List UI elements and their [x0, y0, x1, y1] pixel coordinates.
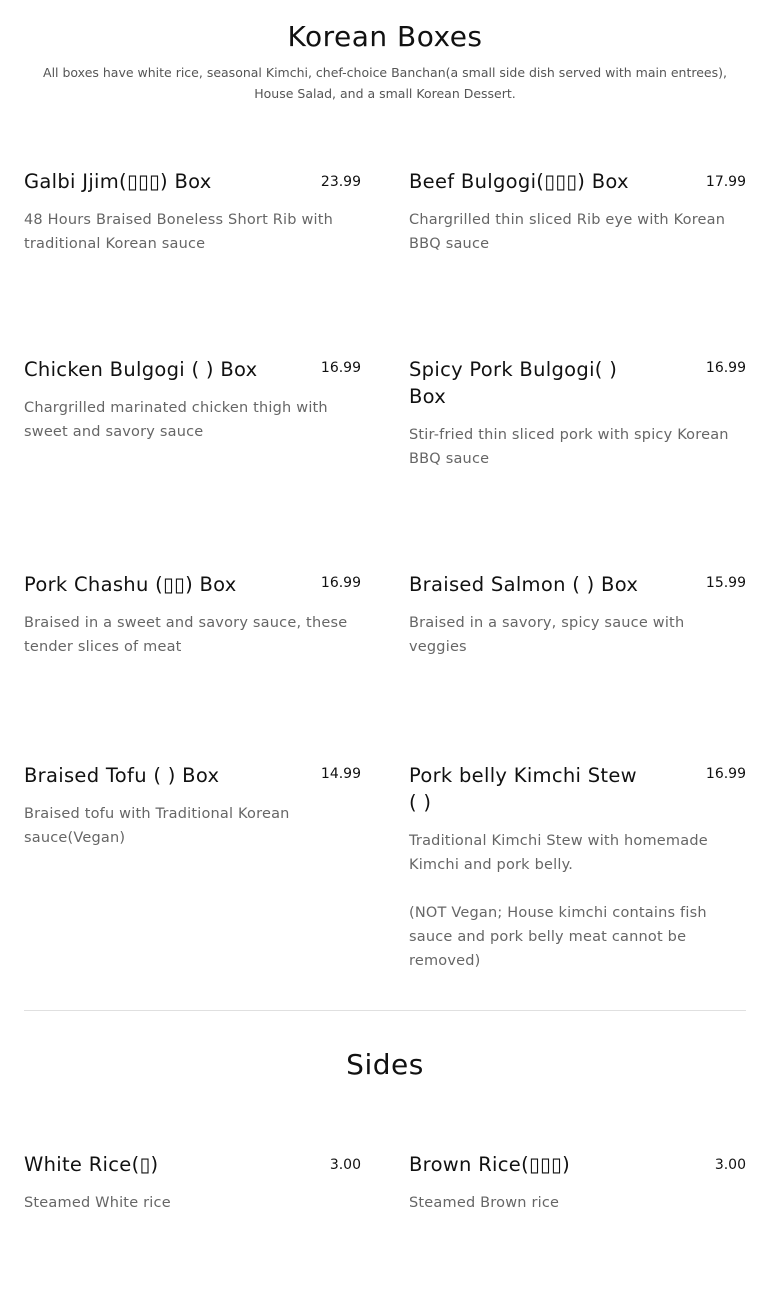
- menu-item-galbi-jjim[interactable]: [24, 168, 361, 256]
- menu-item-name: Spicy Pork Bulgogi( ) Box: [409, 358, 618, 408]
- menu-item-price: 16.99: [320, 360, 361, 376]
- menu-item-chicken-bulgogi[interactable]: [24, 356, 361, 444]
- menu-item-name: Brown Rice(▯▯▯): [409, 1153, 570, 1176]
- menu-item-description: 48 Hours Braised Boneless Short Rib with traditional Korean sauce: [24, 212, 334, 252]
- menu-item-name: Braised Tofu ( ) Box: [24, 764, 220, 787]
- menu-item-description: Chargrilled thin sliced Rib eye with Korean BBQ sauce: [409, 212, 726, 252]
- menu-item-spicy-pork-bulgogi[interactable]: [409, 356, 746, 471]
- menu-item-name: Pork Chashu (▯▯) Box: [24, 573, 237, 596]
- menu-item-description: Traditional Kimchi Stew with homemade Kimchi and pork belly. (NOT Vegan; House kimchi contains fish sauce and pork belly meat cannot be removed): [409, 833, 708, 969]
- menu-item-price: 16.99: [705, 360, 746, 376]
- menu-item-pork-belly-kimchi-stew[interactable]: [409, 762, 746, 973]
- menu-item-price: 14.99: [320, 766, 361, 782]
- menu-item-brown-rice[interactable]: [409, 1151, 746, 1215]
- menu-item-price: 17.99: [705, 174, 746, 190]
- menu-item-name: Pork belly Kimchi Stew ( ): [409, 764, 637, 814]
- menu-item-description: Chargrilled marinated chicken thigh with sweet and savory sauce: [24, 400, 328, 440]
- menu-item-description: Braised in a savory, spicy sauce with veggies: [409, 615, 685, 655]
- menu-item-price: 3.00: [714, 1157, 746, 1173]
- menu-item-pork-chashu[interactable]: [24, 571, 361, 659]
- menu-item-name: Braised Salmon ( ) Box: [409, 573, 639, 596]
- menu-item-braised-salmon[interactable]: [409, 571, 746, 659]
- menu-item-name: White Rice(▯): [24, 1153, 159, 1176]
- menu-item-description: Stir-fried thin sliced pork with spicy Korean BBQ sauce: [409, 427, 729, 467]
- menu-item-name: Galbi Jjim(▯▯▯) Box: [24, 170, 212, 193]
- menu-item-price: 23.99: [320, 174, 361, 190]
- menu-item-braised-tofu[interactable]: [24, 762, 361, 850]
- menu-item-name: Chicken Bulgogi ( ) Box: [24, 358, 258, 381]
- menu-item-white-rice[interactable]: [24, 1151, 361, 1215]
- menu-item-price: 3.00: [329, 1157, 361, 1173]
- section-subtitle: All boxes have white rice, seasonal Kimchi, chef-choice Banchan(a small side dish served with main entrees), House Salad, and a small Korean Dessert.: [43, 65, 727, 101]
- menu-item-price: 16.99: [705, 766, 746, 782]
- menu-item-name: Beef Bulgogi(▯▯▯) Box: [409, 170, 629, 193]
- menu-item-description: Braised in a sweet and savory sauce, these tender slices of meat: [24, 615, 348, 655]
- menu-item-price: 15.99: [705, 575, 746, 591]
- section-title-korean-boxes: Korean Boxes: [287, 20, 483, 53]
- menu-item-beef-bulgogi[interactable]: [409, 168, 746, 256]
- section-title-sides: Sides: [346, 1048, 424, 1081]
- menu-item-description: Steamed White rice: [24, 1195, 171, 1211]
- menu-item-description: Braised tofu with Traditional Korean sauce(Vegan): [24, 806, 290, 846]
- section-divider: [24, 1010, 746, 1011]
- menu-item-description: Steamed Brown rice: [409, 1195, 560, 1211]
- menu-item-price: 16.99: [320, 575, 361, 591]
